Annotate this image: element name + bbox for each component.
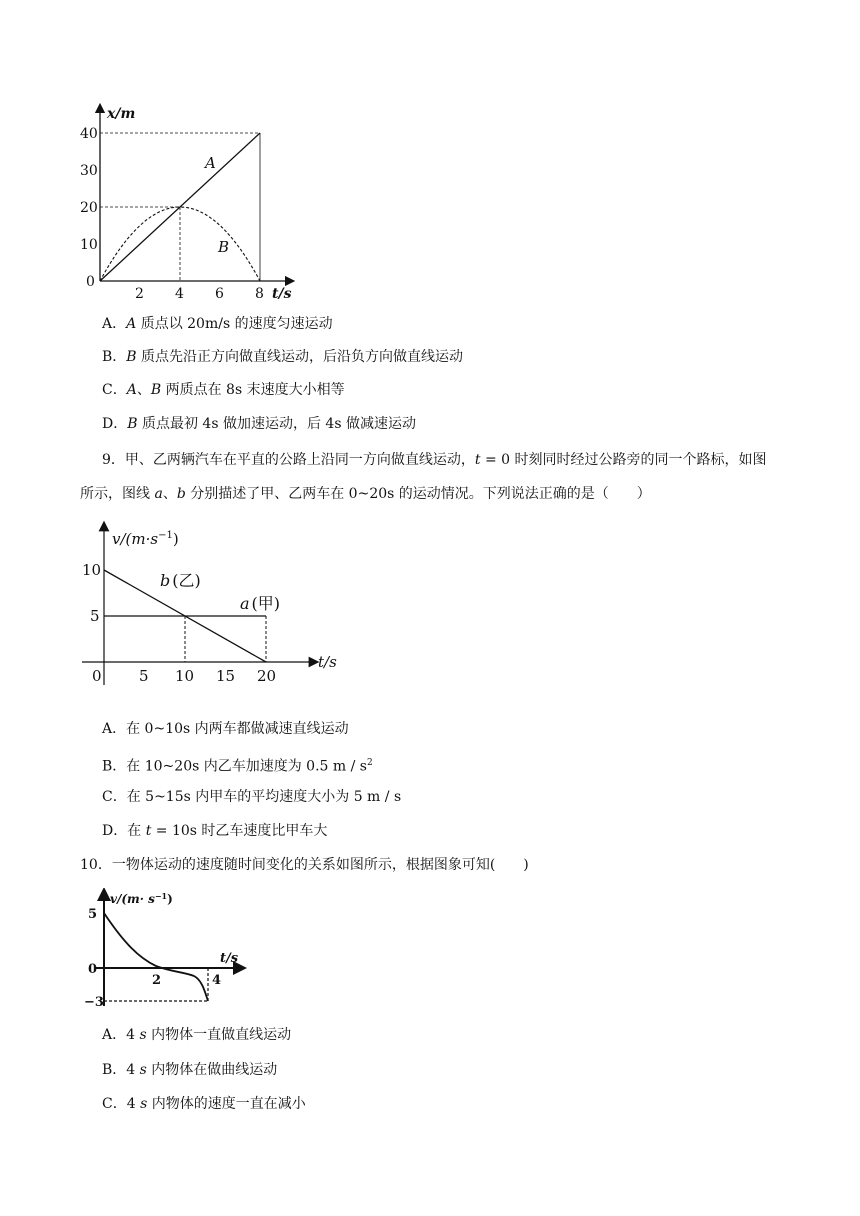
v-tick-5: 5 [90, 607, 100, 625]
q10-stem: 10．一物体运动的速度随时间变化的关系如图所示，根据图象可知( ) [80, 857, 529, 873]
q9-option-a: A．在 0~10s 内两车都做减速直线运动 [102, 721, 349, 737]
x-axis-label: t/s [272, 286, 292, 302]
t-axis-label: t/s [318, 653, 337, 671]
label-A: A [205, 154, 216, 172]
t-axis-label-3: t/s [220, 951, 239, 966]
q10-option-b: B．4 s 内物体在做曲线运动 [102, 1062, 278, 1078]
v-axis-label-3: $v/(m\cdot s^{-1})$ [110, 891, 173, 906]
q9-stem-line1: 9．甲、乙两辆汽车在平直的公路上沿同一方向做直线运动，t = 0 时刻同时经过公路旁的同一个路标，如图 [102, 452, 767, 468]
t-tick-15: 15 [216, 667, 236, 685]
q8-option-b: B．B 质点先沿正方向做直线运动，后沿负方向做直线运动 [102, 349, 464, 365]
y-tick-20: 20 [80, 200, 98, 216]
figure-v-t-graph [82, 520, 352, 690]
t-tick-4-3: 4 [212, 973, 222, 988]
q8-option-d: D．B 质点最初 4s 做加速运动，后 4s 做减速运动 [102, 416, 416, 432]
x-tick-6: 6 [215, 286, 224, 302]
figure-x-t-graph [80, 100, 310, 305]
q9-option-c: C．在 5~15s 内甲车的平均速度大小为 5 m / s [102, 789, 402, 805]
v-tick-0-3: 0 [88, 962, 98, 977]
q8-option-c: C．A、B 两质点在 8s 末速度大小相等 [102, 382, 345, 398]
v-tick-neg3-3: −3 [84, 995, 104, 1010]
q10-option-a: A．4 s 内物体一直做直线运动 [102, 1027, 292, 1043]
t-tick-5: 5 [139, 667, 149, 685]
y-tick-10: 10 [80, 237, 98, 253]
line-a-label: a (甲) [240, 594, 281, 613]
label-B: B [218, 238, 230, 256]
q8-option-a: A．A 质点以 20m/s 的速度匀速运动 [102, 316, 333, 332]
y-tick-30: 30 [80, 163, 98, 179]
y-tick-0: 0 [86, 274, 95, 290]
t-tick-2-3: 2 [152, 973, 162, 988]
v-tick-10: 10 [82, 561, 102, 579]
v-tick-5-3: 5 [88, 907, 98, 922]
y-axis-label: x/m [107, 106, 136, 122]
x-tick-8: 8 [255, 286, 264, 302]
t-tick-20: 20 [257, 667, 277, 685]
q9-stem-line2: 所示，图线 a、b 分别描述了甲、乙两车在 0~20s 的运动情况。下列说法正确的是（ ） [80, 486, 651, 502]
x-tick-4: 4 [175, 286, 184, 302]
x-tick-2: 2 [135, 286, 144, 302]
q9-option-b: B．在 10~20s 内乙车加速度为 0.5 m / $s^2$ [102, 758, 373, 775]
figure-v-t-curve [84, 888, 254, 1013]
y-tick-40: 40 [80, 126, 98, 142]
q10-option-c: C．4 s 内物体的速度一直在减小 [102, 1096, 306, 1112]
t-tick-10: 10 [175, 667, 195, 685]
q9-option-d: D．在 t = 10s 时乙车速度比甲车大 [102, 823, 328, 839]
t-tick-0: 0 [92, 667, 102, 685]
line-b-label: b (乙) [160, 571, 201, 590]
v-axis-label: $v/(m\cdot s^{-1})$ [112, 530, 179, 548]
